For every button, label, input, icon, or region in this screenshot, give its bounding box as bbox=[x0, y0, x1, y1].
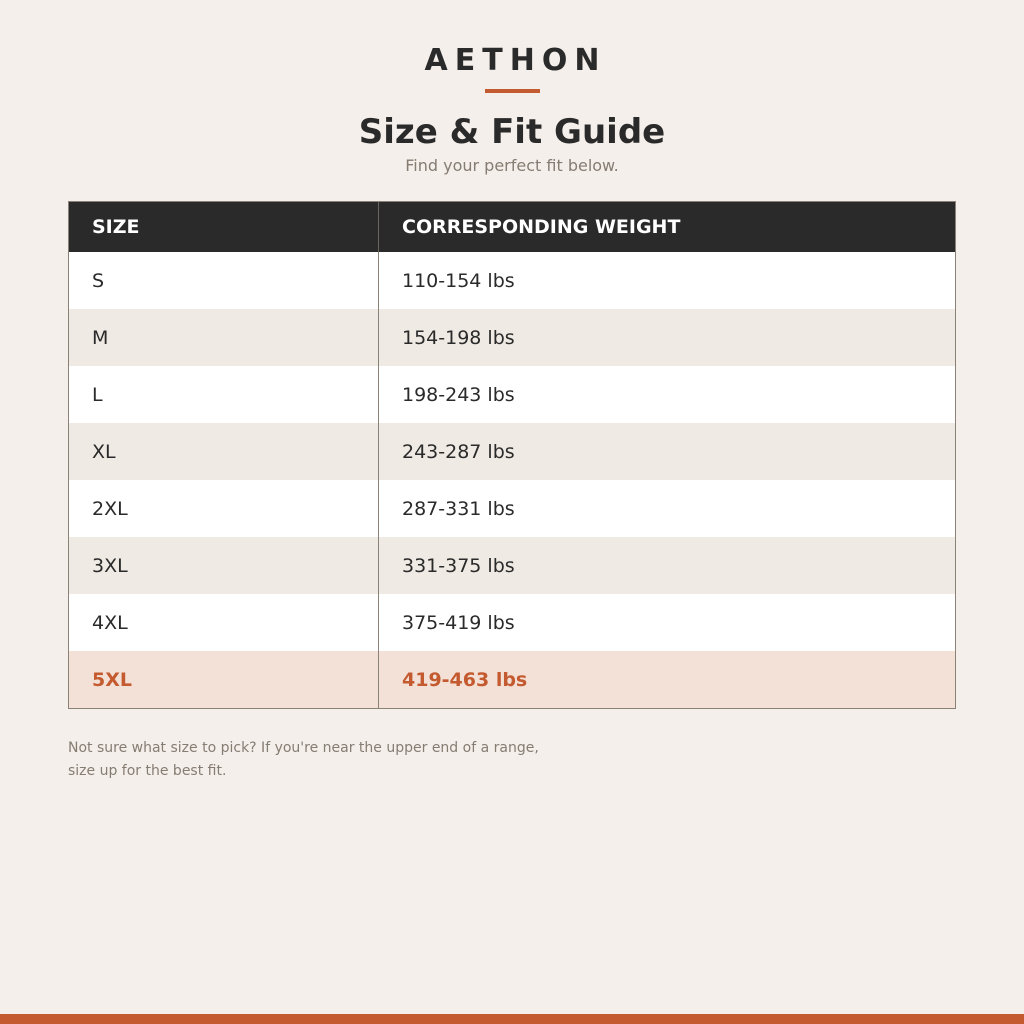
weight-cell: 154-198 lbs bbox=[402, 326, 515, 349]
table-row bbox=[69, 366, 955, 423]
size-cell: M bbox=[69, 309, 379, 366]
brand-underline bbox=[485, 89, 540, 93]
table-row bbox=[69, 594, 955, 651]
fit-note: Not sure what size to pick? If you're near the upper end of a range, size up for the best fit. bbox=[68, 740, 539, 779]
table-row bbox=[69, 537, 955, 594]
weight-cell: 243-287 lbs bbox=[402, 440, 515, 463]
size-cell: 2XL bbox=[69, 480, 379, 537]
table-row bbox=[69, 480, 955, 537]
weight-cell: 331-375 lbs bbox=[402, 554, 515, 577]
column-header-weight: CORRESPONDING WEIGHT bbox=[402, 216, 681, 238]
table-row bbox=[69, 423, 955, 480]
table-row-highlighted bbox=[69, 651, 955, 708]
size-cell: 3XL bbox=[69, 537, 379, 594]
size-cell: 4XL bbox=[69, 594, 379, 651]
table-row bbox=[69, 252, 955, 309]
table-header bbox=[69, 202, 955, 252]
weight-cell: 419-463 lbs bbox=[402, 668, 528, 691]
page-title: Size & Fit Guide bbox=[358, 112, 666, 152]
size-cell: L bbox=[69, 366, 379, 423]
size-cell: XL bbox=[69, 423, 379, 480]
column-header-size: SIZE bbox=[69, 202, 379, 252]
size-cell: 5XL bbox=[69, 651, 379, 708]
page-subtitle: Find your perfect fit below. bbox=[405, 156, 619, 175]
weight-cell: 375-419 lbs bbox=[402, 611, 515, 634]
size-cell: S bbox=[69, 252, 379, 309]
weight-cell: 110-154 lbs bbox=[402, 269, 515, 292]
brand-logo: AETHON bbox=[424, 43, 607, 78]
bottom-accent-bar bbox=[0, 1014, 1024, 1024]
size-table bbox=[68, 201, 956, 709]
weight-cell: 198-243 lbs bbox=[402, 383, 515, 406]
weight-cell: 287-331 lbs bbox=[402, 497, 515, 520]
table-row bbox=[69, 309, 955, 366]
